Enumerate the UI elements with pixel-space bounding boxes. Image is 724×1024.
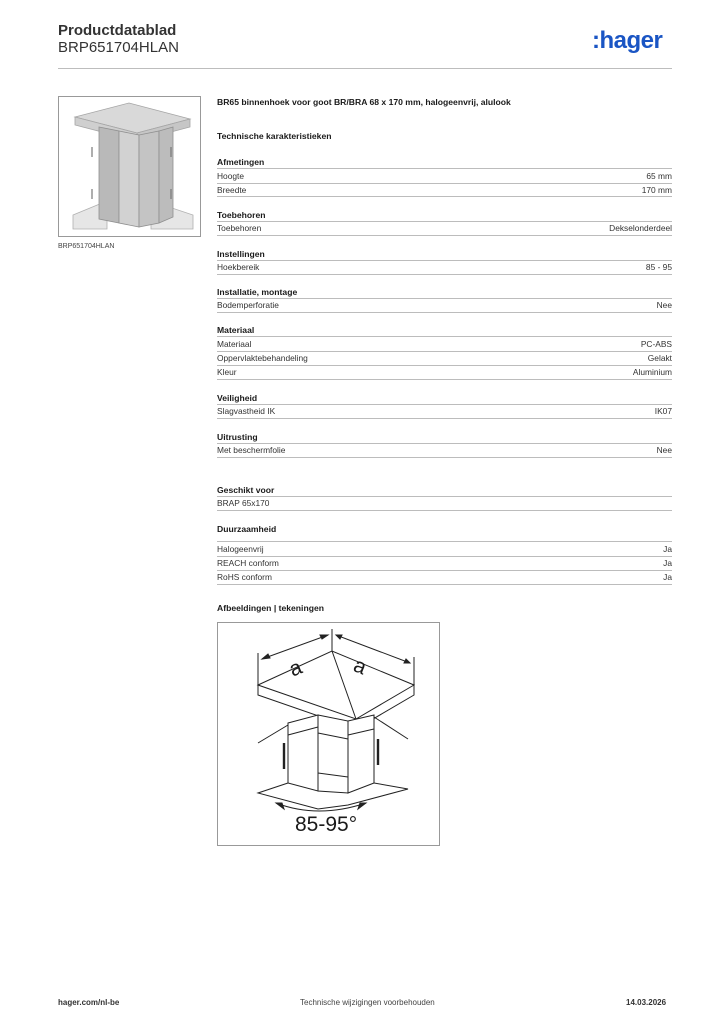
- spec-value: PC-ABS: [640, 338, 672, 349]
- dimension-label-a-left: a: [285, 655, 306, 682]
- spec-row: [217, 183, 672, 198]
- footer-website-link[interactable]: hager.com/nl-be: [58, 998, 120, 1007]
- spec-group: [217, 392, 672, 419]
- spec-row: [217, 298, 672, 313]
- spec-group-title: Materiaal: [217, 325, 255, 335]
- spec-value: 170 mm: [641, 184, 672, 195]
- spec-group-title: Uitrusting: [217, 432, 258, 442]
- product-thumbnail: [58, 96, 201, 237]
- spec-group-title: Afmetingen: [217, 157, 265, 167]
- spec-label: Breedte: [217, 184, 247, 195]
- spec-value: Ja: [663, 558, 672, 569]
- spec-label: RoHS conform: [217, 572, 272, 583]
- spec-label: Halogeenvrij: [217, 543, 264, 554]
- spec-label: BRAP 65x170: [217, 498, 270, 509]
- spec-group: [217, 248, 672, 275]
- spec-label: Toebehoren: [217, 223, 262, 234]
- spec-row: [217, 404, 672, 419]
- thumbnail-caption: BRP651704HLAN: [58, 243, 115, 250]
- section-heading-technical: Technische karakteristieken: [217, 131, 332, 141]
- spec-row: [217, 260, 672, 275]
- spec-group-title: Installatie, montage: [217, 287, 298, 297]
- section-heading-figures: Afbeeldingen | tekeningen: [217, 603, 324, 613]
- spec-row: [217, 556, 672, 571]
- spec-value: Ja: [663, 572, 672, 583]
- spec-label: Kleur: [217, 367, 237, 378]
- spec-group: [217, 484, 672, 511]
- spec-value: IK07: [654, 406, 672, 417]
- spec-group: [217, 209, 672, 236]
- spec-group-title: Toebehoren: [217, 210, 266, 220]
- spec-group: [217, 324, 672, 380]
- spec-value: 65 mm: [646, 170, 672, 181]
- spec-row: [217, 496, 672, 511]
- spec-value: Aluminium: [632, 367, 672, 378]
- spec-label: Oppervlaktebehandeling: [217, 353, 308, 364]
- spec-label: Hoogte: [217, 170, 245, 181]
- spec-value: Nee: [656, 300, 672, 311]
- spec-group-title: Duurzaamheid: [217, 524, 277, 534]
- spec-label: Bodemperforatie: [217, 300, 279, 311]
- spec-value: Nee: [656, 445, 672, 456]
- footer-date: 14.03.2026: [626, 998, 667, 1007]
- spec-row: [217, 351, 672, 366]
- spec-row: [217, 336, 672, 351]
- spec-group: [217, 156, 672, 197]
- corner-piece-image: [59, 97, 200, 236]
- header-divider: [58, 68, 672, 69]
- document-title: Productdatablad: [58, 22, 177, 39]
- angle-label: 85-95°: [295, 813, 358, 836]
- corner-drawing-svg: [218, 623, 439, 845]
- spec-group: [217, 431, 672, 458]
- spec-label: Slagvastheid IK: [217, 406, 276, 417]
- product-code: BRP651704HLAN: [58, 39, 179, 56]
- spec-value: 85 - 95: [645, 262, 672, 273]
- technical-drawing: [217, 622, 440, 846]
- spec-group: [217, 286, 672, 313]
- spec-label: Materiaal: [217, 338, 252, 349]
- spec-row: [217, 221, 672, 236]
- spec-label: REACH conform: [217, 558, 279, 569]
- spec-row: [217, 365, 672, 380]
- spec-group-title: Instellingen: [217, 249, 265, 259]
- spec-group-title: Veiligheid: [217, 393, 258, 403]
- spec-group: [217, 523, 672, 585]
- spec-row: [217, 168, 672, 183]
- spec-value: Dekselonderdeel: [609, 223, 672, 234]
- footer-notice: Technische wijzigingen voorbehouden: [300, 998, 435, 1007]
- dimension-label-a-right: a: [350, 653, 370, 680]
- spec-row: [217, 570, 672, 585]
- spec-row: [217, 443, 672, 458]
- product-title: BR65 binnenhoek voor goot BR/BRA 68 x 170 mm, halogeenvrij, alulook: [217, 97, 511, 107]
- spec-value: Gelakt: [647, 353, 672, 364]
- hager-logo: :hager: [592, 27, 663, 54]
- spec-row: [217, 541, 672, 556]
- spec-group-title: Geschikt voor: [217, 485, 275, 495]
- spec-value: Ja: [663, 543, 672, 554]
- spec-label: Hoekbereik: [217, 262, 260, 273]
- spec-label: Met beschermfolie: [217, 445, 286, 456]
